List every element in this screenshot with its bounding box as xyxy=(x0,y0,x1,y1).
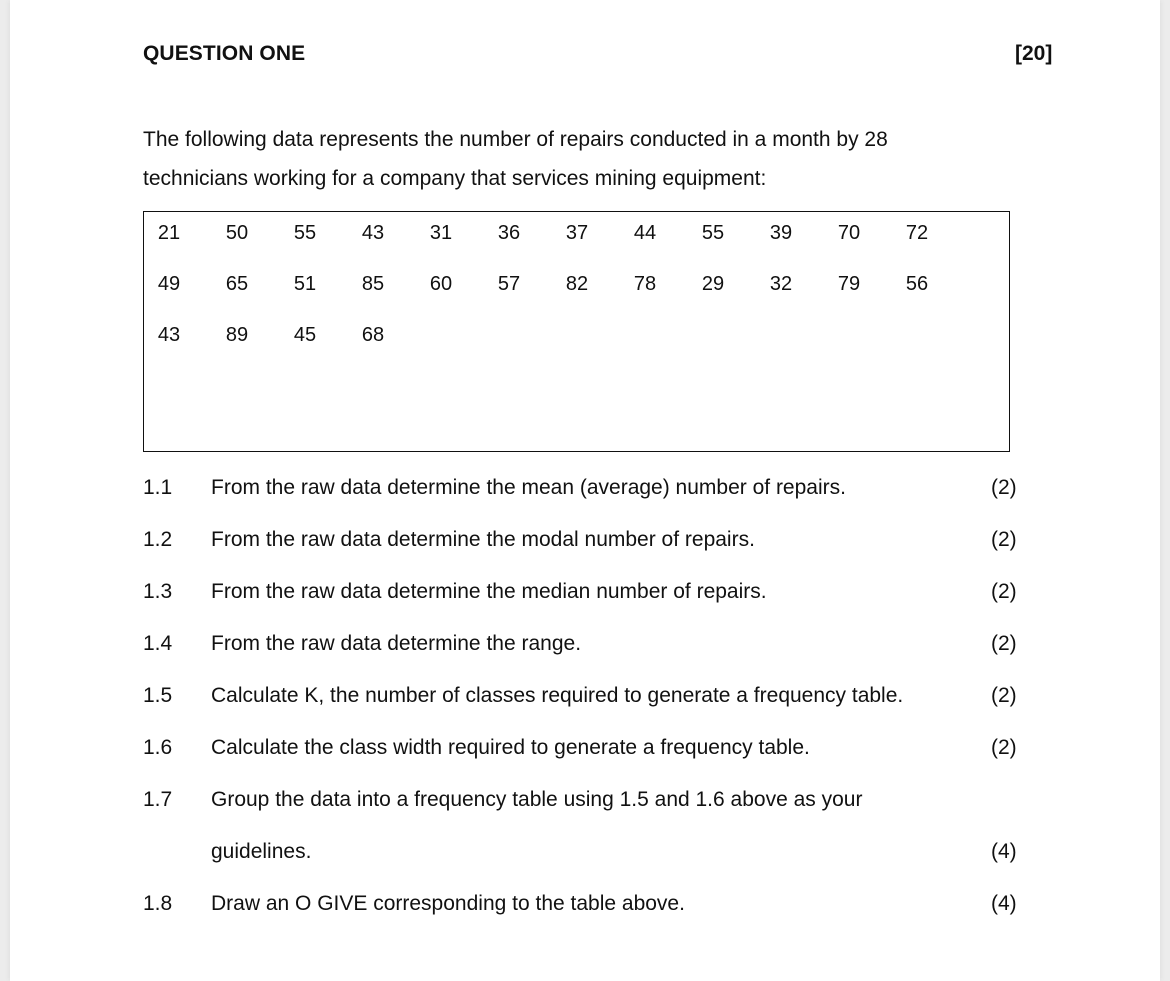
subquestion-text: From the raw data determine the range. xyxy=(211,632,582,655)
data-value: 82 xyxy=(565,273,589,295)
data-value: 56 xyxy=(905,273,929,295)
data-value: 39 xyxy=(769,222,793,244)
subquestion-text-continued: guidelines. xyxy=(211,840,312,863)
document-page xyxy=(10,0,1160,981)
data-value: 68 xyxy=(361,324,385,346)
subquestion-number: 1.2 xyxy=(143,528,173,551)
raw-data-table xyxy=(143,211,1010,452)
data-value: 50 xyxy=(225,222,249,244)
question-title: QUESTION ONE xyxy=(143,42,306,65)
subquestion-marks: (2) xyxy=(991,476,1017,499)
data-value: 79 xyxy=(837,273,861,295)
subquestion-1-6 xyxy=(143,736,1043,788)
subquestion-1-7 xyxy=(143,788,1043,892)
data-value: 45 xyxy=(293,324,317,346)
intro-line-2: technicians working for a company that services mining equipment: xyxy=(143,167,767,190)
subquestion-marks: (4) xyxy=(991,892,1017,915)
subquestion-1-8 xyxy=(143,892,1043,944)
subquestion-number: 1.6 xyxy=(143,736,173,759)
subquestion-marks: (2) xyxy=(991,580,1017,603)
subquestion-marks: (2) xyxy=(991,736,1017,759)
data-value: 43 xyxy=(361,222,385,244)
subquestion-text: From the raw data determine the median number of repairs. xyxy=(211,580,767,603)
subquestion-marks: (4) xyxy=(991,840,1017,863)
data-value: 37 xyxy=(565,222,589,244)
data-value: 57 xyxy=(497,273,521,295)
data-value: 55 xyxy=(293,222,317,244)
data-value: 85 xyxy=(361,273,385,295)
intro-line-1: The following data represents the number of repairs conducted in a month by 28 xyxy=(143,128,888,151)
data-value: 78 xyxy=(633,273,657,295)
subquestion-text: Group the data into a frequency table using 1.5 and 1.6 above as your xyxy=(211,788,863,811)
data-value: 60 xyxy=(429,273,453,295)
subquestion-marks: (2) xyxy=(991,528,1017,551)
question-intro xyxy=(143,120,1043,198)
subquestion-number: 1.5 xyxy=(143,684,173,707)
subquestion-text: From the raw data determine the mean (average) number of repairs. xyxy=(211,476,846,499)
data-value: 55 xyxy=(701,222,725,244)
subquestion-1-3 xyxy=(143,580,1043,632)
data-row-3 xyxy=(144,324,1009,348)
subquestion-text: Draw an O GIVE corresponding to the table above. xyxy=(211,892,685,915)
data-value: 44 xyxy=(633,222,657,244)
data-row-1 xyxy=(144,222,1009,246)
data-value: 21 xyxy=(157,222,181,244)
subquestion-number: 1.4 xyxy=(143,632,173,655)
data-row-2 xyxy=(144,273,1009,297)
data-value: 70 xyxy=(837,222,861,244)
data-value: 32 xyxy=(769,273,793,295)
data-value: 72 xyxy=(905,222,929,244)
data-value: 31 xyxy=(429,222,453,244)
subquestion-marks: (2) xyxy=(991,632,1017,655)
data-value: 89 xyxy=(225,324,249,346)
subquestion-number: 1.3 xyxy=(143,580,173,603)
subquestion-text: Calculate the class width required to generate a frequency table. xyxy=(211,736,810,759)
subquestion-text: Calculate K, the number of classes required to generate a frequency table. xyxy=(211,684,904,707)
subquestion-1-4 xyxy=(143,632,1043,684)
subquestion-number: 1.8 xyxy=(143,892,173,915)
subquestion-1-2 xyxy=(143,528,1043,580)
data-value: 49 xyxy=(157,273,181,295)
subquestion-number: 1.1 xyxy=(143,476,173,499)
subquestion-1-5 xyxy=(143,684,1043,736)
subquestion-1-1 xyxy=(143,476,1043,528)
total-marks: [20] xyxy=(1015,42,1053,65)
data-value: 29 xyxy=(701,273,725,295)
data-value: 51 xyxy=(293,273,317,295)
data-value: 43 xyxy=(157,324,181,346)
subquestion-number: 1.7 xyxy=(143,788,173,811)
subquestion-text: From the raw data determine the modal number of repairs. xyxy=(211,528,755,551)
data-value: 65 xyxy=(225,273,249,295)
data-value: 36 xyxy=(497,222,521,244)
subquestion-list xyxy=(143,476,1043,944)
subquestion-marks: (2) xyxy=(991,684,1017,707)
